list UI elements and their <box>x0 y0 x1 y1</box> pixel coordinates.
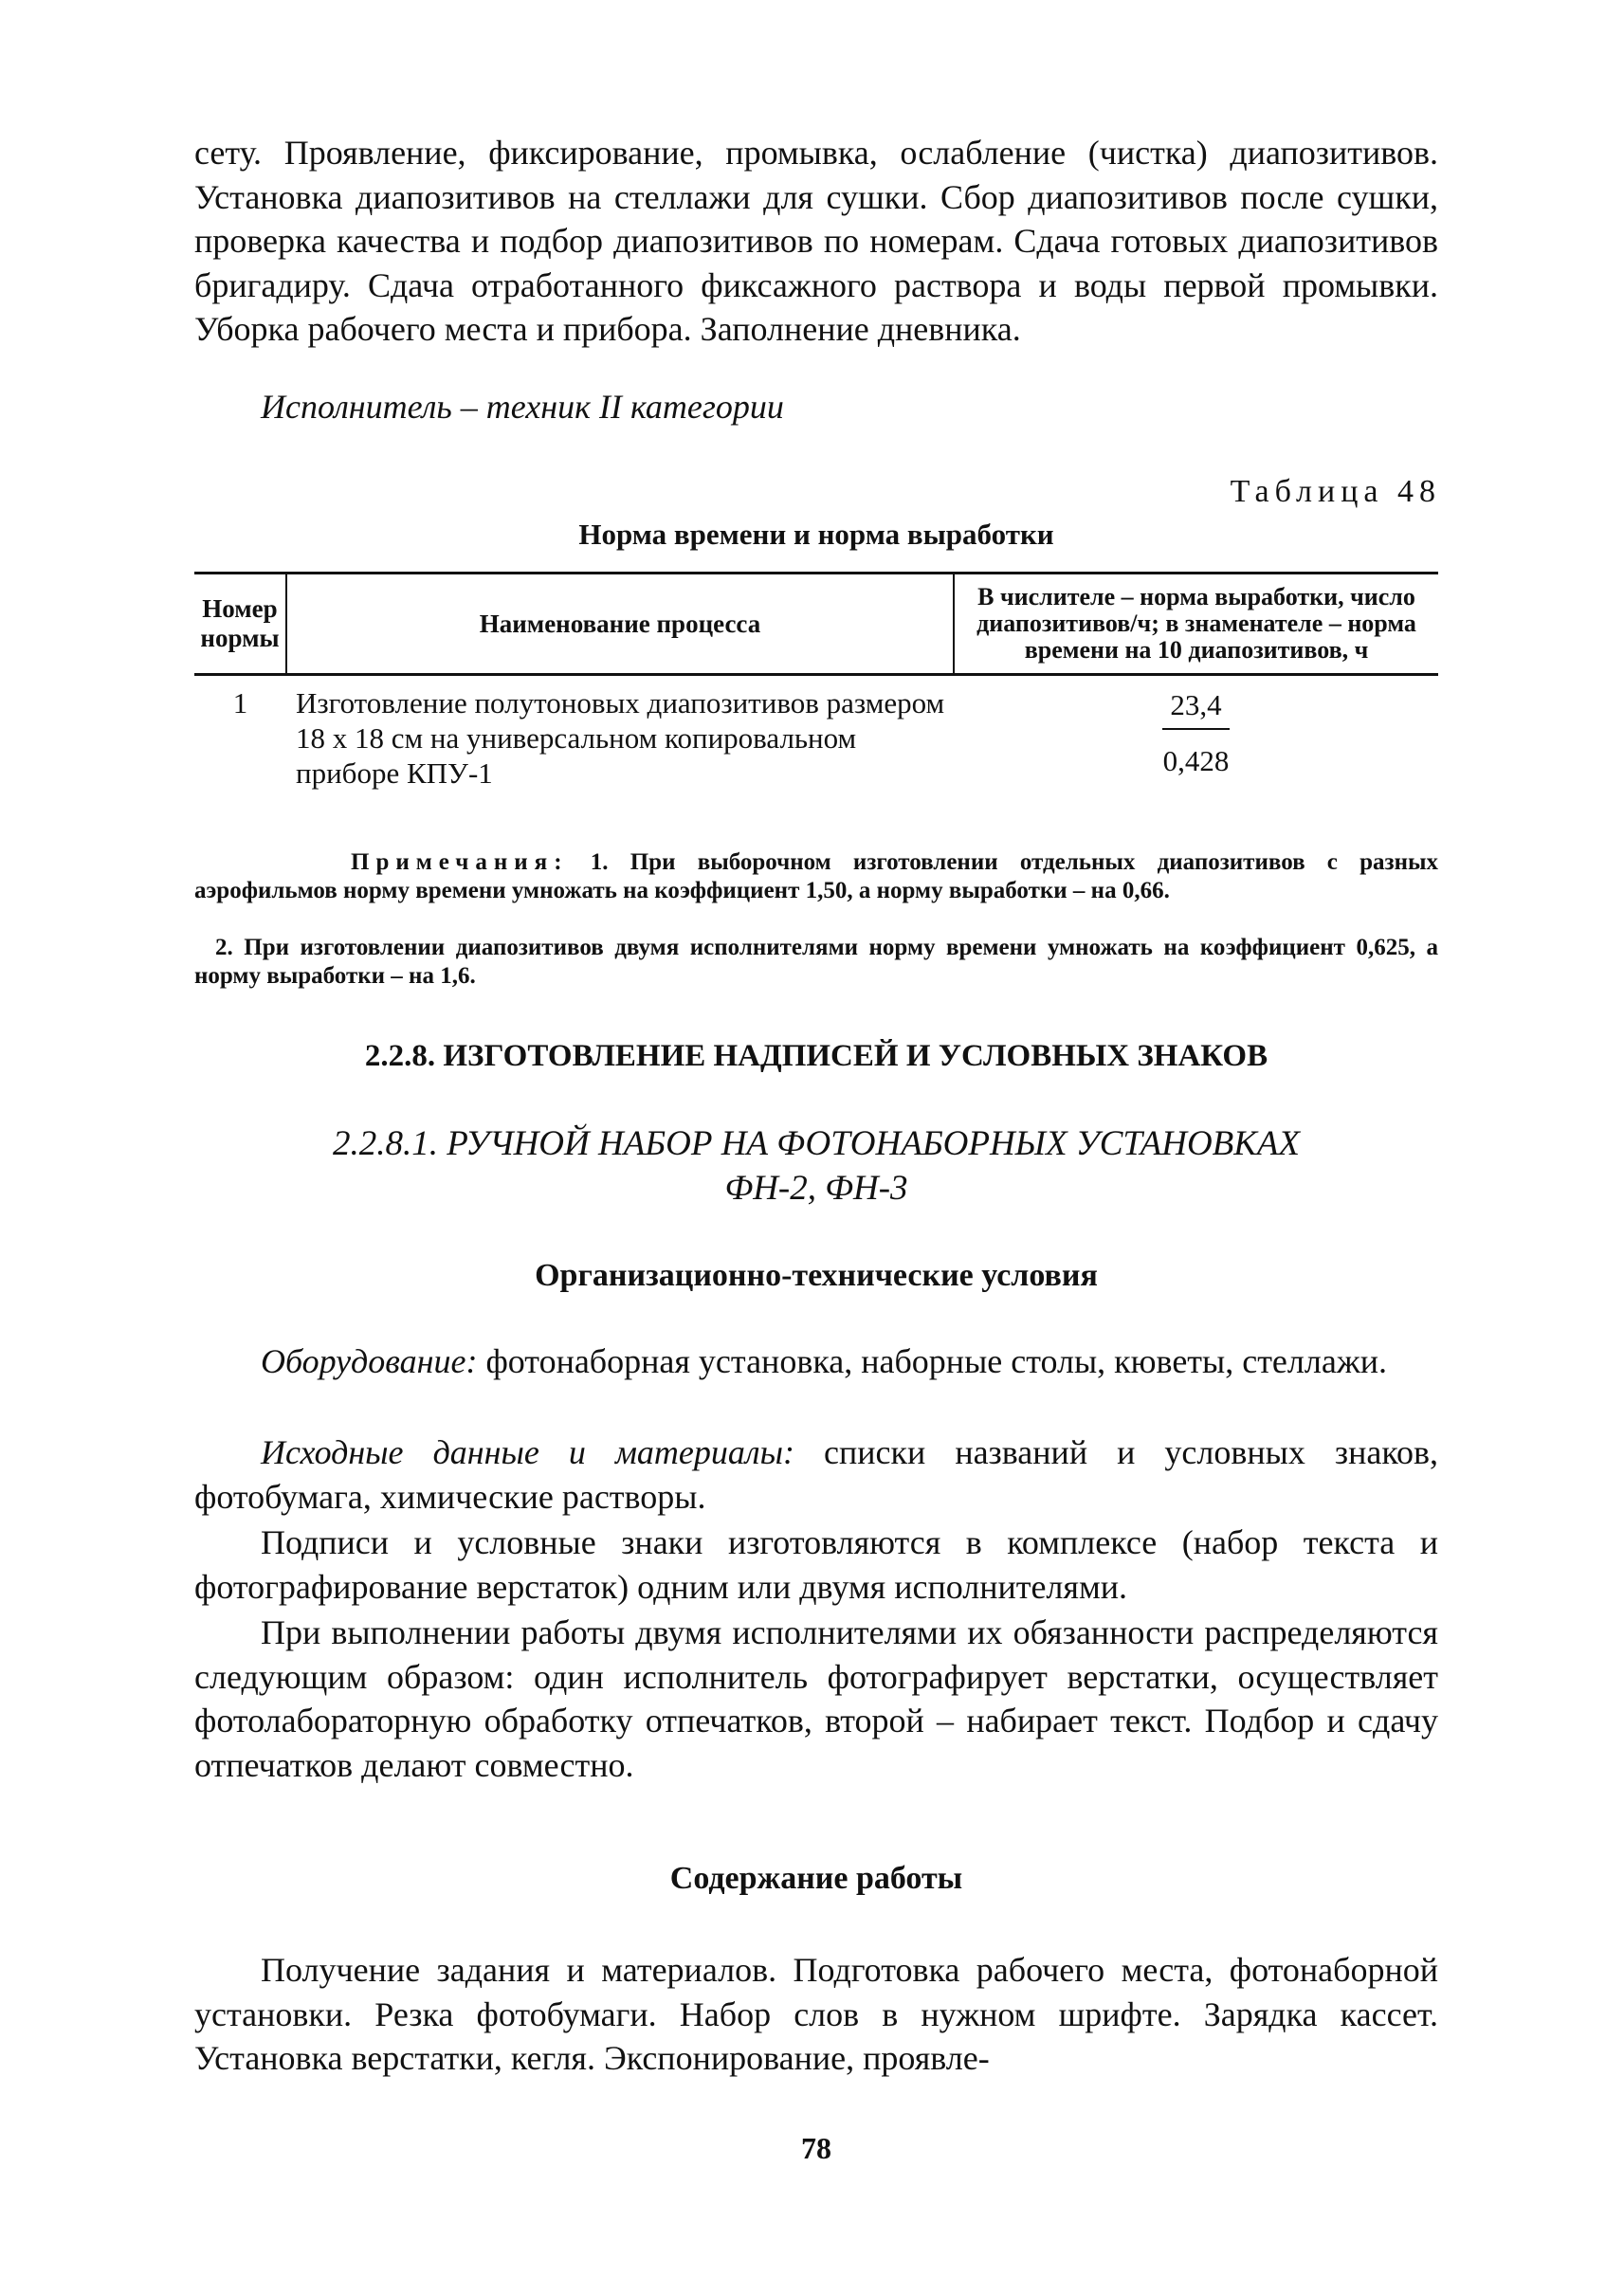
note-1 <box>194 848 1438 905</box>
header-norm-values: В числителе – норма выработки, число диапозитивов/ч; в знаменателе – норма времени на 10 диапозитивов, ч <box>954 574 1438 675</box>
materials-paragraph <box>194 1430 1438 1519</box>
materials-label: Исходные данные и материалы: <box>261 1433 794 1471</box>
equipment-label: Оборудование: <box>261 1342 478 1380</box>
fraction <box>1162 687 1229 778</box>
table-label: Таблица 48 <box>1230 474 1441 509</box>
equipment-paragraph <box>194 1339 1438 1384</box>
work-content-paragraph: Получение задания и материалов. Подготовка рабочего места, фотонаборной установки. Резка фотобумаги. Набор слов в нужном шрифте. Зарядка кассет. Установка верстатки, кегля. Экспонирование, проявле- <box>194 1951 1438 2077</box>
org-conditions-heading: Организационно-технические условия <box>535 1258 1098 1293</box>
equipment-text: фотонаборная установка, наборные столы, кюветы, стеллажи. <box>477 1342 1387 1380</box>
materials-text: списки названий и условных знаков, фотобумага, химические растворы. <box>194 1433 1438 1516</box>
row-norm-number: 1 <box>232 686 248 719</box>
executor-line: Исполнитель – техник II категории <box>261 388 784 426</box>
note-2: 2. При изготовлении диапозитивов двумя исполнителями норму времени умножать на коэффициент 0,625, а норму выработки – на 1,6. <box>194 935 1438 989</box>
top-paragraph: сету. Проявление, фиксирование, промывка, ослабление (чистка) диапозитивов. Установка диапозитивов на стеллажи для сушки. Сбор диапозитивов после сушки, проверка качества и подбор диапозитивов по номерам. Сдача готовых диапозитивов бригадиру. Сдача отработанного фиксажного раствора и воды первой промывки. Уборка рабочего места и прибора. Заполнение дневника. <box>194 134 1438 348</box>
fraction-denominator: 0,428 <box>1162 744 1230 777</box>
header-process-name: Наименование процесса <box>286 574 954 675</box>
section-heading: 2.2.8. ИЗГОТОВЛЕНИЕ НАДПИСЕЙ И УСЛОВНЫХ ЗНАКОВ <box>364 1039 1268 1073</box>
subsection-heading <box>194 1121 1438 1211</box>
page-number: 78 <box>801 2131 831 2165</box>
work-content-heading: Содержание работы <box>669 1861 963 1896</box>
notes-label: Примечания: <box>351 849 569 875</box>
fraction-numerator: 23,4 <box>1162 687 1229 730</box>
row-process-name: Изготовление полутоновых диапозитивов размером 18 х 18 см на универсальном копировальном приборе КПУ-1 <box>296 686 945 790</box>
labels-paragraph: Подписи и условные знаки изготовляются в комплексе (набор текста и фотографирование верстаток) одним или двумя исполнителями. <box>194 1523 1438 1606</box>
table-title: Норма времени и норма выработки <box>578 518 1054 551</box>
note-1-text: 1. При выборочном изготовлении отдельных диапозитивов с разных аэрофильмов норму времени умножать на коэффициент 1,50, а норму выработки – на 0,66. <box>194 849 1439 903</box>
table-header-row <box>194 574 1438 675</box>
subsection-heading-line2: ФН-2, ФН-3 <box>724 1169 908 1208</box>
norms-table <box>194 572 1438 791</box>
header-norm-number: Номер нормы <box>194 574 286 675</box>
table-row <box>194 675 1438 792</box>
duties-paragraph: При выполнении работы двумя исполнителями их обязанности распределяются следующим образом: один исполнитель фотографирует верстатки, осуществляет фотолабораторную обработку отпечатков, второй – набирает текст. Подбор и сдачу отпечатков делают совместно. <box>194 1613 1438 1784</box>
row-norm-fraction <box>954 675 1438 792</box>
subsection-heading-line1: 2.2.8.1. РУЧНОЙ НАБОР НА ФОТОНАБОРНЫХ УСТАНОВКАХ <box>332 1124 1301 1163</box>
